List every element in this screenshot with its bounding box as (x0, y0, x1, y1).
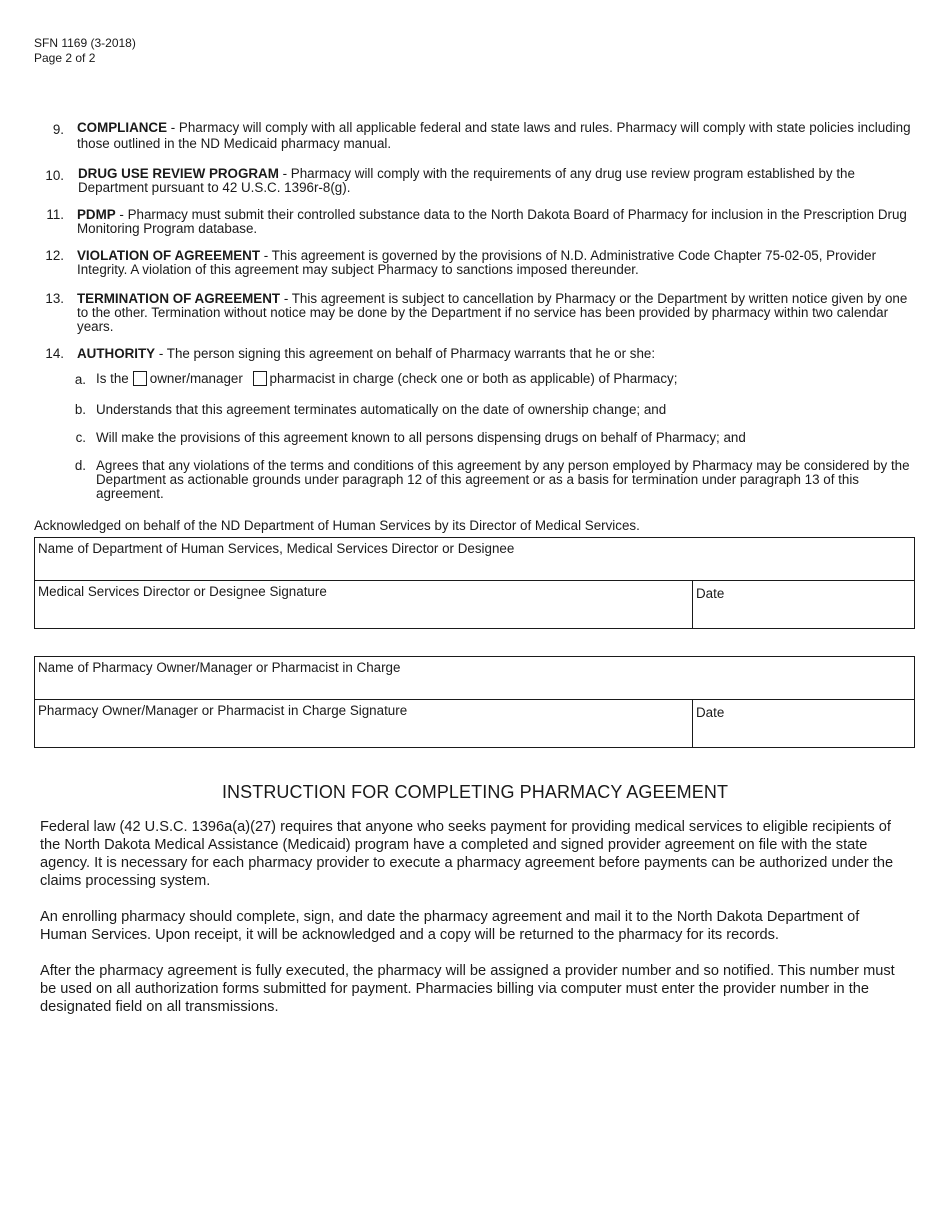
pharmacy-date-label: Date (696, 705, 725, 720)
item-title: COMPLIANCE (77, 120, 168, 135)
item-title: VIOLATION OF AGREEMENT (77, 248, 261, 263)
owner-manager-label: owner/manager (149, 371, 243, 386)
department-signature-field[interactable] (35, 581, 692, 628)
authority-c (62, 431, 912, 445)
department-name-row[interactable] (35, 538, 914, 580)
item-pdmp (34, 208, 914, 236)
pharmacy-signature-label: Pharmacy Owner/Manager or Pharmacist in Charge Signature (38, 703, 408, 718)
department-signature-row (35, 580, 914, 628)
sub-text: Will make the provisions of this agreement known to all persons dispensing drugs on behalf of Pharmacy; and (96, 430, 746, 445)
page-indicator: Page 2 of 2 (34, 51, 96, 65)
department-name-label: Name of Department of Human Services, Medical Services Director or Designee (38, 541, 515, 556)
authority-a (62, 371, 912, 386)
sub-letter: d. (74, 458, 86, 473)
sub-text: Understands that this agreement terminates automatically on the date of ownership change; and (96, 402, 667, 417)
item-termination (34, 292, 914, 334)
pharmacy-signature-field[interactable] (35, 700, 692, 747)
item-number: 12. (45, 248, 64, 263)
pharmacist-in-charge-checkbox[interactable] (253, 371, 267, 386)
item-authority (34, 347, 914, 361)
item-body: - Pharmacy must submit their controlled substance data to the North Dakota Board of Pharmacy for inclusion in the Prescription Drug Monitoring Program database. (77, 207, 907, 236)
department-date-field[interactable] (692, 581, 914, 628)
item-number: 10. (45, 168, 64, 183)
pharmacy-signature-block (34, 656, 915, 748)
item-drug-use-review (34, 167, 914, 195)
item-title: TERMINATION OF AGREEMENT (77, 291, 281, 306)
owner-manager-checkbox[interactable] (133, 371, 147, 386)
item-body: - Pharmacy will comply with all applicable federal and state laws and rules. Pharmacy will comply with state policies including those outlined in the ND Medicaid pharmacy manual. (77, 120, 911, 151)
instructions-paragraph: Federal law (42 U.S.C. 1396a(a)(27) requires that anyone who seeks payment for providing medical services to eligible recipients of the North Dakota Medical Assistance (Medicaid) program have a completed and signed provider agreement on file with the state agency. It is necessary for each pharmacy provider to execute a pharmacy agreement before payments can be authorized under the claims processing system. (40, 819, 894, 889)
authority-b (62, 403, 912, 417)
item-number: 9. (52, 122, 64, 137)
item-body: - This agreement is subject to cancellation by Pharmacy or the Department by written notice given by one to the other. Termination without notice may be done by the Department if no service has been provided by pharmacy within two calendar years. (77, 291, 908, 334)
department-date-label: Date (696, 586, 725, 601)
item-number: 14. (45, 346, 64, 361)
item-violation (34, 249, 914, 277)
pharmacy-name-label: Name of Pharmacy Owner/Manager or Pharmacist in Charge (38, 660, 401, 675)
item-body: - This agreement is governed by the provisions of N.D. Administrative Code Chapter 75-02-05, Provider Integrity. A violation of this agreement may subject Pharmacy to sanctions imposed thereunder. (77, 248, 877, 277)
item-body: - The person signing this agreement on behalf of Pharmacy warrants that he or she: (155, 346, 656, 361)
pharmacy-date-field[interactable] (692, 700, 914, 747)
instructions-title: INSTRUCTION FOR COMPLETING PHARMACY AGEEMENT (221, 782, 729, 802)
department-signature-label: Medical Services Director or Designee Signature (38, 584, 327, 599)
item-compliance (34, 120, 914, 152)
sub-letter: b. (74, 402, 86, 417)
form-header (34, 36, 136, 66)
sub-letter: a. (74, 372, 86, 387)
acknowledgement-text: Acknowledged on behalf of the ND Department of Human Services by its Director of Medical Services. (34, 518, 640, 533)
sub-text: Agrees that any violations of the terms and conditions of this agreement by any person employed by Pharmacy may be considered by the Department as actionable grounds under paragraph 12 of this agreement or as a basis for termination under paragraph 13 of this agreement. (96, 458, 910, 501)
pharmacy-signature-row (35, 699, 914, 747)
item-title: PDMP (77, 207, 116, 222)
instructions-paragraph: After the pharmacy agreement is fully executed, the pharmacy will be assigned a provider number and so notified. This number must be used on all authorization forms submitted for payment. Pharmacies billing via computer must enter the provider number in the designated field on all transmissions. (40, 963, 895, 1015)
item-title: DRUG USE REVIEW PROGRAM (78, 166, 279, 181)
item-number: 13. (45, 291, 64, 306)
sub-letter: c. (75, 430, 86, 445)
department-signature-block (34, 537, 915, 629)
item-body: - Pharmacy will comply with the requirements of any drug use review program established by the Department pursuant to 42 U.S.C. 1396r-8(g). (78, 166, 855, 195)
authority-d (62, 459, 912, 501)
item-number: 11. (46, 207, 64, 222)
sub-prefix: Is the (96, 371, 129, 386)
item-title: AUTHORITY (77, 346, 156, 361)
form-number: SFN 1169 (3-2018) (34, 36, 136, 50)
pharmacist-in-charge-label: pharmacist in charge (check one or both as applicable) of Pharmacy; (269, 371, 678, 386)
pharmacy-name-row[interactable] (35, 657, 914, 699)
instructions-paragraph: An enrolling pharmacy should complete, sign, and date the pharmacy agreement and mail it to the North Dakota Department of Human Services. Upon receipt, it will be acknowledged and a copy will be returned to the pharmacy for its records. (40, 909, 860, 943)
